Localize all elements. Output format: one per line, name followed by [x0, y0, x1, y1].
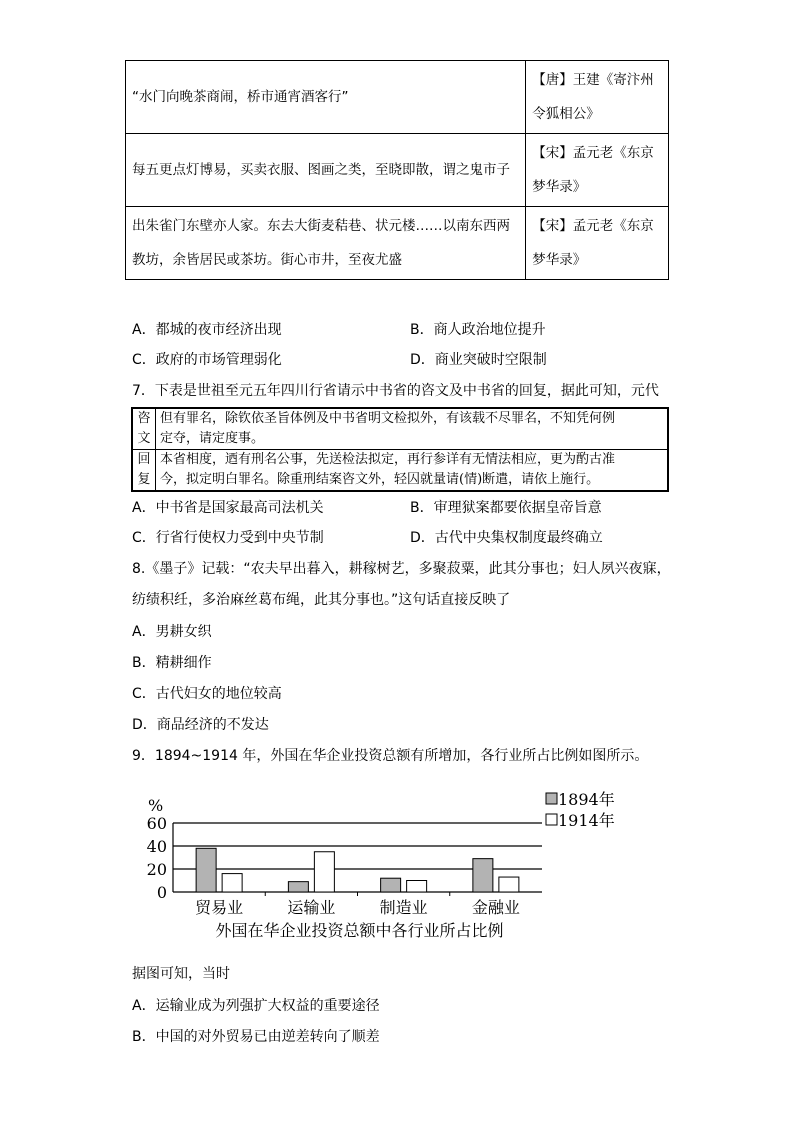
table-row: [132, 408, 668, 450]
chart-title: 外国在华企业投资总额中各行业所占比例: [215, 921, 504, 940]
option-b[interactable]: B．审理狱案都要依据皇帝旨意: [410, 500, 602, 516]
option-c[interactable]: C．行省行使权力受到中央节制: [132, 530, 324, 546]
option-b[interactable]: B．中国的对外贸易已由逆差转向了顺差: [132, 1029, 380, 1045]
option-c[interactable]: C．古代妇女的地位较高: [132, 686, 282, 702]
row-header: [132, 408, 156, 450]
row-header: [132, 450, 156, 492]
cite-line: 【宋】孟元老《东京: [532, 218, 654, 234]
option-d[interactable]: D．商品经济的不发达: [132, 717, 269, 733]
option-c[interactable]: C．政府的市场管理弱化: [132, 352, 282, 368]
bar-series2: [314, 852, 334, 892]
question-9-stem: 9．1894~1914 年，外国在华企业投资总额有所增加，各行业所占比例如图所示。: [132, 748, 649, 764]
bar-chart: [130, 785, 650, 945]
x-tick-label: 贸易业: [195, 898, 244, 917]
content-line: 今，拟定明白罪名。除重刑结案咨文外，轻囚就量请(情)断遣，请依上施行。: [160, 472, 600, 487]
row-header-char: 复: [137, 472, 151, 487]
quote-line: 教坊，余皆居民或茶坊。街心市井，至夜尤盛: [132, 252, 402, 268]
x-tick-label: 金融业: [471, 898, 520, 917]
content-line: 但有罪名，除钦依圣旨体例及中书省明文检拟外，有该载不尽罪名，不知凭何例: [160, 411, 616, 426]
content-line: 本省相度，迺有刑名公事，先送检法拟定，再行参详有无情法相应，更为酌古准: [160, 452, 616, 467]
cite-line: 梦华录》: [532, 252, 587, 268]
bar-series1: [473, 859, 493, 892]
legend-label: 1914年: [558, 811, 615, 830]
option-a[interactable]: A．男耕女织: [132, 624, 212, 640]
bar-series1: [381, 878, 401, 892]
bar-series1: [196, 848, 216, 892]
question-8-stem-cont: 纺绩积纴，多治麻丝葛布绳，此其分事也。”这句话直接反映了: [132, 592, 511, 608]
row-content: [156, 450, 669, 492]
question-7-stem: 7．下表是世祖至元五年四川行省请示中书省的咨文及中书省的回复，据此可知，元代: [132, 383, 659, 399]
y-tick-label: 20: [146, 860, 167, 879]
bar-series2: [407, 881, 427, 893]
row-content: [156, 408, 669, 450]
legend-swatch: [546, 814, 557, 825]
cite-line: 【宋】孟元老《东京: [532, 145, 654, 161]
table-row: [126, 134, 669, 207]
option-a[interactable]: A．运输业成为列强扩大权益的重要途径: [132, 998, 380, 1014]
y-tick-label: 60: [146, 814, 167, 833]
x-tick-label: 运输业: [287, 898, 336, 917]
option-a[interactable]: A．中书省是国家最高司法机关: [132, 500, 324, 516]
cite-cell: [526, 134, 669, 207]
quote-line: 出朱雀门东壁亦人家。东去大街麦秸巷、状元楼……以南东西两: [132, 218, 510, 234]
cite-line: 令狐相公》: [532, 106, 600, 122]
question-8-stem: 8.《墨子》记载：“农夫早出暮入，耕稼树艺，多聚菽粟，此其分事也；妇人夙兴夜寐，: [132, 561, 671, 577]
option-d[interactable]: D．古代中央集权制度最终确立: [410, 530, 603, 546]
quote-cell: 每五更点灯博易，买卖衣服、图画之类，至晓即散，谓之鬼市子: [126, 134, 526, 207]
bar-series2: [222, 874, 242, 892]
table-row: [132, 450, 668, 492]
bar-series2: [499, 877, 519, 892]
legend-label: 1894年: [558, 790, 615, 809]
question-9-after: 据图可知，当时: [132, 966, 230, 982]
document-table: [131, 407, 669, 492]
y-tick-label: 0: [156, 883, 167, 902]
quote-cell: [126, 207, 526, 280]
row-header-char: 咨: [137, 411, 151, 426]
option-b[interactable]: B．精耕细作: [132, 655, 212, 671]
y-tick-label: 40: [146, 837, 167, 856]
option-a[interactable]: A．都城的夜市经济出现: [132, 322, 282, 338]
legend-swatch: [546, 793, 557, 804]
quote-cell: “水门向晚茶商闹，桥市通宵酒客行”: [126, 61, 526, 134]
cite-cell: [526, 61, 669, 134]
row-header-char: 回: [137, 452, 151, 467]
cite-line: 【唐】王建《寄汴州: [532, 72, 654, 88]
table-row: [126, 61, 669, 134]
content-line: 定夺，请定度事。: [160, 431, 265, 446]
x-tick-label: 制造业: [379, 898, 428, 917]
bar-series1: [288, 882, 308, 892]
option-d[interactable]: D．商业突破时空限制: [410, 352, 547, 368]
cite-cell: [526, 207, 669, 280]
row-header-char: 文: [137, 431, 151, 446]
source-table: [125, 60, 669, 280]
option-b[interactable]: B．商人政治地位提升: [410, 322, 546, 338]
y-axis-label: %: [148, 796, 164, 815]
table-row: [126, 207, 669, 280]
cite-line: 梦华录》: [532, 179, 587, 195]
